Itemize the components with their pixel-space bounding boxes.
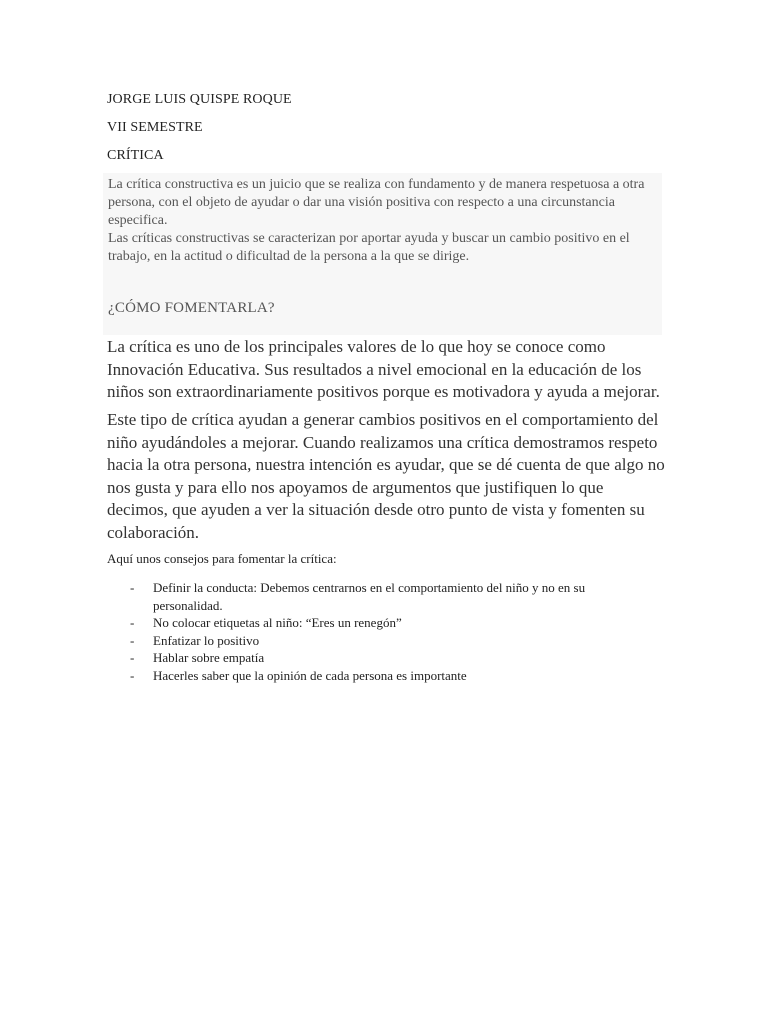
bullet-dash: - [130,650,135,665]
definition-text [108,176,661,266]
section-heading: ¿CÓMO FOMENTARLA? [108,300,275,316]
list-item-text: Hacerles saber que la opinión de cada persona es importante [153,667,467,683]
list-item-text: Enfatizar lo positivo [153,632,260,648]
list-item-text: Hablar sobre empatía [153,650,265,665]
list-item [107,614,627,632]
body-paragraph: Este tipo de crítica ayudan a generar cambios positivos en el comportamiento del niño ayudándoles a mejorar. Cuando realizamos una crítica demostramos respeto hacia la otra persona, nuestra intención es ayudar, que se dé cuenta de que algo no nos gusta y para ello nos apoyamos de argumentos que justifiquen lo que decimos, que ayuden a ver la situación desde otro punto de vista y fomenten su colaboración. [107,410,665,542]
document-title: CRÍTICA [107,148,164,163]
list-item-text: No colocar etiquetas al niño: “Eres un renegón” [153,615,402,630]
list-item [107,649,627,667]
body-paragraph: La crítica es uno de los principales valores de lo que hoy se conoce como Innovación Educativa. Sus resultados a nivel emocional en la educación de los niños son extraordinariamente positivos porque es motivadora y ayuda a mejorar. [107,337,660,401]
bullet-dash: - [130,615,135,630]
definition-block [103,173,662,335]
definition-paragraph: La crítica constructiva es un juicio que se realiza con fundamento y de manera respetuosa a otra persona, con el objeto de ayudar o dar una visión positiva con respecto a una circunstancia especifica. [108,177,645,228]
list-item [107,632,627,650]
author-name: JORGE LUIS QUISPE ROQUE [107,92,292,107]
bullet-dash: - [130,667,135,683]
tips-intro: Aquí unos consejos para fomentar la crítica: [107,551,337,566]
definition-paragraph: Las críticas constructivas se caracterizan por aportar ayuda y buscar un cambio positivo en el trabajo, en la actitud o dificultad de la persona a la que se dirige. [108,231,630,264]
semester-label: VII SEMESTRE [107,120,203,135]
list-item [107,667,627,685]
tips-list [107,579,627,684]
bullet-dash: - [130,632,135,648]
bullet-dash: - [130,580,135,595]
list-item [107,579,627,614]
list-item-text: Definir la conducta: Debemos centrarnos en el comportamiento del niño y no en su personalidad. [153,580,586,613]
